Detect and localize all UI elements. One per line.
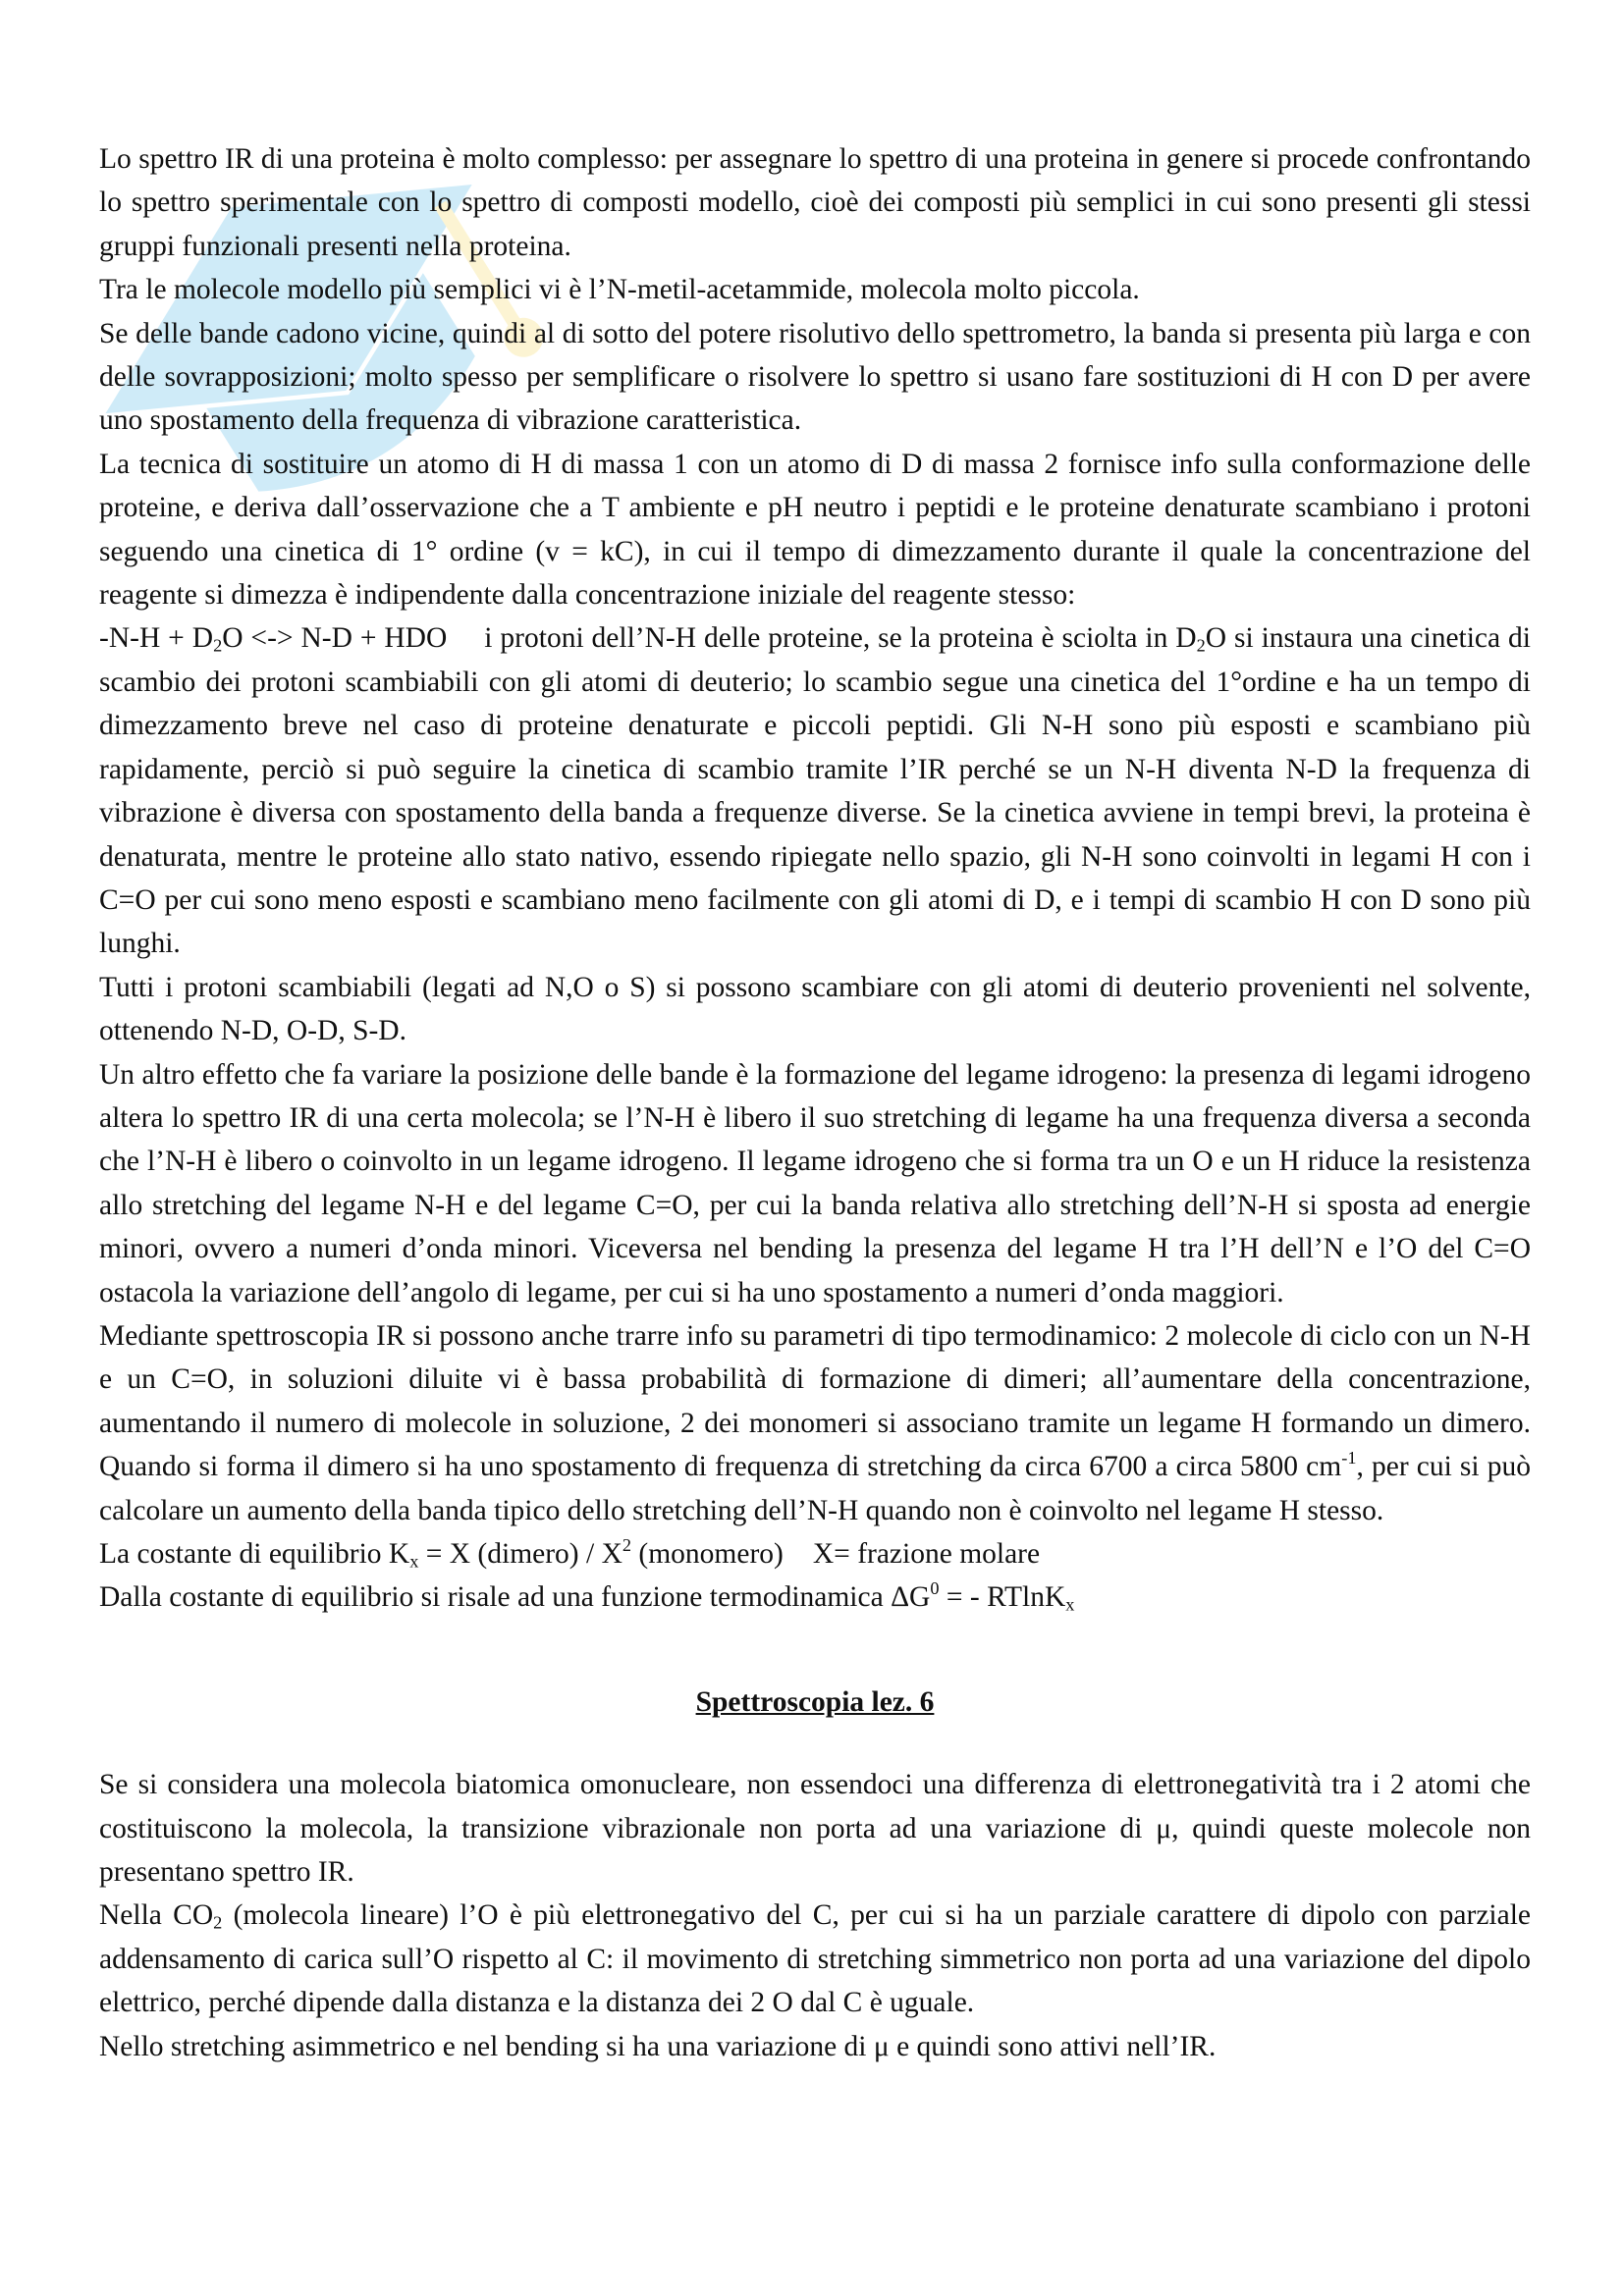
equation-equilibrium-constant: La costante di equilibrio $K_x = X$ (dimero) / $X^2$ (monomero) X= frazione molare [99,1535,1041,1572]
paragraph-asymmetric-stretching: Nello stretching asimmetrico e nel bending si ha una variazione di μ e quindi sono attivi nell’IR. [99,2030,1217,2062]
section-spacer [99,1620,1531,1681]
reaction-equation: $-N-H + D_2O$ <-> N-D + HDO [99,622,448,657]
paragraph-thermodynamics: Mediante spettroscopia IR si possono anche trarre info su parametri di tipo termodinamico: 2 molecole di ciclo con un N-H e un C=O, in soluzioni diluite vi è bassa probabilità di formazione di dimeri; all’aumentare della concentrazione, aumentando il numero di molecole in soluzione, 2 dei monomeri si associano tramite un legame H formando un dimero. Quando si forma il dimero si ha uno spostamento di frequenza di stretching da circa 6700 a circa 5800 $cm^{-1}$, per cui si può calcolare un aumento della banda tipico dello stretching dell’N-H quando non è coinvolto nel legame H stesso. [99,1319,1531,1526]
document-body [99,137,1531,2068]
paragraph-exchangeable-protons: Tutti i protoni scambiabili (legati ad N,O o S) si possono scambiare con gli atomi di deuterio provenienti nel solvente, ottenendo N-D, O-D, S-D. [99,971,1531,1047]
equation-gibbs: Dalla costante di equilibrio si risale ad una funzione termodinamica $\Delta G^0$ = - RTlnK$_x$ [99,1578,1075,1615]
paragraph-reaction: $-N-H + D_2O$ <-> N-D + HDO i protoni dell’N-H delle proteine, se la proteina è sciolta in $D_2O$ si instaura una cinetica di scambio dei protoni scambiabili con gli atomi di deuterio; lo scambio segue una cinetica del 1°ordine e ha un tempo di dimezzamento breve nel caso di proteine denaturate e piccoli peptidi. Gli N-H sono più esposti e scambiano più rapidamente, perciò si può seguire la cinetica di scambio tramite l’IR perché se un N-H diventa N-D la frequenza di vibrazione è diversa con spostamento della banda a frequenze diverse. Se la cinetica avviene in tempi brevi, la proteina è denaturata, mentre le proteine allo stato nativo, essendo ripiegate nello spazio, gli N-H sono coinvolti in legami H con i C=O per cui sono meno esposti e scambiano meno facilmente con gli atomi di D, e i tempi di scambio H con D sono più lunghi. [99,622,1531,960]
section-heading: Spettroscopia lez. 6 [695,1685,935,1718]
paragraph-co2: Nella $CO_2$ (molecola lineare) l’O è più elettronegativo del C, per cui si ha un parziale carattere di dipolo con parziale addensamento di carica sull’O rispetto al C: il movimento di stretching simmetrico non porta ad una variazione del dipolo elettrico, perché dipende dalla distanza e la distanza dei 2 O dal C è uguale. [99,1899,1531,2019]
paragraph-h-d-exchange: La tecnica di sostituire un atomo di H di massa 1 con un atomo di D di massa 2 fornisce info sulla conformazione delle proteine, e deriva dall’osservazione che a T ambiente e pH neutro i peptidi e le proteine denaturate scambiano i protoni seguendo una cinetica di 1° ordine (v = kC), in cui il tempo di dimezzamento durante il quale la concentrazione del reagente si dimezza è indipendente dalla concentrazione iniziale del reagente stesso: [99,448,1531,612]
paragraph-diatomic: Se si considera una molecola biatomica omonucleare, non essendoci una differenza di elettronegatività tra i 2 atomi che costituiscono la molecola, la transizione vibrazionale non porta ad una variazione di μ, quindi queste molecole non presentano spettro IR. [99,1769,1531,1889]
paragraph-overlapping-bands: Se delle bande cadono vicine, quindi al di sotto del potere risolutivo dello spettrometro, la banda si presenta più larga e con delle sovrapposizioni; molto spesso per semplificare o risolvere lo spettro si usano fare sostituzioni di H con D per avere uno spostamento della frequenza di vibrazione caratteristica. [99,317,1531,437]
paragraph-intro: Lo spettro IR di una proteina è molto complesso: per assegnare lo spettro di una proteina in genere si procede confrontando lo spettro sperimentale con lo spettro di composti modello, cioè dei composti più semplici in cui sono presenti gli stessi gruppi funzionali presenti nella proteina. [99,143,1531,262]
paragraph-model-molecule: Tra le molecole modello più semplici vi è l’N-metil-acetammide, molecola molto piccola. [99,274,1140,306]
heading-spacer [99,1724,1531,1763]
paragraph-hydrogen-bond: Un altro effetto che fa variare la posizione delle bande è la formazione del legame idrogeno: la presenza di legami idrogeno altera lo spettro IR di una certa molecola; se l’N-H è libero il suo stretching di legame ha una frequenza diversa a seconda che l’N-H è libero o coinvolto in un legame idrogeno. Il legame idrogeno che si forma tra un O e un H riduce la resistenza allo stretching del legame N-H e del legame C=O, per cui la banda relativa allo stretching dell’N-H si sposta ad energie minori, ovvero a numeri d’onda minori. Viceversa nel bending la presenza del legame H tra l’H dell’N e l’O del C=O ostacola la variazione dell’angolo di legame, per cui si ha uno spostamento a numeri d’onda maggiori. [99,1058,1531,1308]
